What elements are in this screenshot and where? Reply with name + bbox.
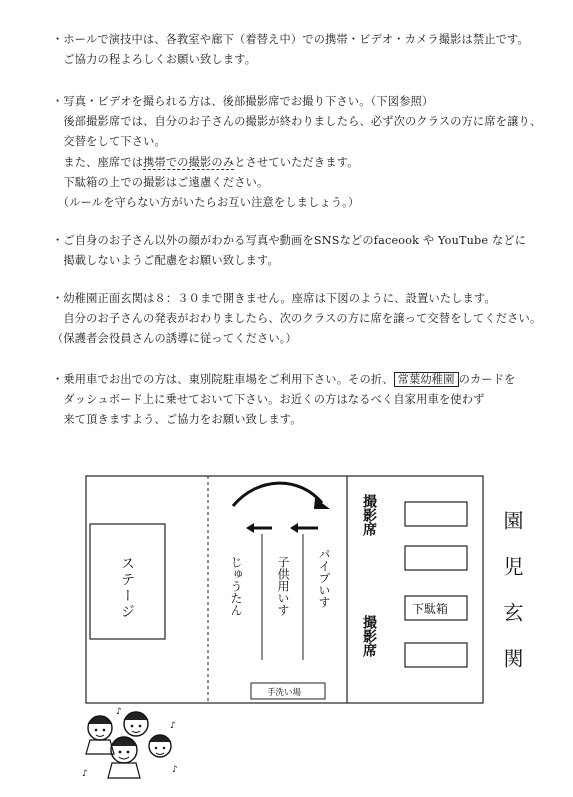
photo-seats-label-bottom: 撮影席 — [361, 615, 377, 657]
hand-wash-label: 手洗い場 — [267, 688, 302, 698]
carpet-label: じゅうたん — [229, 556, 243, 616]
photo-seats-label-top: 撮影席 — [361, 494, 377, 536]
shoe-box — [405, 643, 467, 667]
notice-line: 来て頂きますよう、ご協力をお願い致します。 — [52, 413, 302, 427]
notice-line: ダッシュボード上に乗せておいて下さい。お近くの方はなるべく自家用車を使わず — [52, 393, 485, 407]
underlined-phrase: 携帯での撮影のみ — [143, 155, 235, 169]
notice-line-text: また、座席では — [52, 155, 144, 169]
left-arrow-icon-head — [246, 523, 254, 533]
notice-line: 掲載しないようご配慮をお願い致します。 — [52, 254, 279, 268]
notice-line-text: とさせていただきます。 — [234, 155, 359, 169]
stage-label: ステージ — [119, 556, 135, 620]
notice-line: ・ホールで演技中は、各教室や廊下（着替え中）での携帯・ビデオ・カメラ撮影は禁止です。 — [52, 33, 529, 46]
shoe-box — [405, 502, 467, 526]
notice-line-text: のカードを — [458, 373, 516, 386]
shoe-box-label: 下駄箱 — [412, 602, 449, 616]
notice-line: 下駄箱の上での撮影はご遠慮ください。 — [52, 175, 269, 189]
children-illustration — [78, 706, 188, 781]
kids-chairs-label: 子供用いす — [276, 556, 290, 616]
kindergarten-card-label: 常葉幼稚園 — [394, 372, 459, 387]
curved-arrow-icon-head — [314, 498, 330, 509]
notice-line: （ルールを守らない方がいたらお互い注意をしましょう。） — [52, 196, 360, 210]
notice-line: ・幼稚園正面玄関は８：３０まで開きません。座席は下図のように、設置いたします。 — [52, 292, 496, 305]
svg-text:♪: ♪ — [82, 769, 88, 779]
curved-arrow-icon — [233, 483, 322, 506]
entrance-label: 園児玄関 — [500, 510, 524, 694]
shoe-box — [405, 546, 467, 570]
notice-line: ・写真・ビデオを撮られる方は、後部撮影席でお撮り下さい。（下図参照） — [52, 95, 434, 108]
svg-text:♪: ♪ — [170, 721, 176, 731]
notice-line: 交替をして下さい。 — [52, 135, 166, 149]
notice-line: 自分のお子さんの発表がおわりましたら、次のクラスの方に席を譲って交替をしてください。 — [52, 312, 542, 326]
notice-line: （保護者会役員さんの誘導に従ってください。） — [52, 332, 297, 346]
svg-text:♪: ♪ — [116, 707, 122, 717]
pipe-chairs-label: パイプいす — [317, 548, 331, 608]
svg-text:♪: ♪ — [172, 765, 178, 775]
notice-line: ご協力の程よろしくお願い致します。 — [52, 53, 257, 67]
notice-line: 後部撮影席では、自分のお子さんの撮影が終わりましたら、必ず次のクラスの方に席を譲り、 — [52, 115, 542, 129]
notice-line: ・ご自身のお子さん以外の顔がわかる写真や動画をSNSなどのfaceook や YouTube などに — [52, 234, 527, 247]
left-arrow-icon-head — [290, 523, 298, 533]
notice-line-text: ・乗用車でお出での方は、東別院駐車場をご利用下さい。その折、 — [52, 373, 394, 386]
